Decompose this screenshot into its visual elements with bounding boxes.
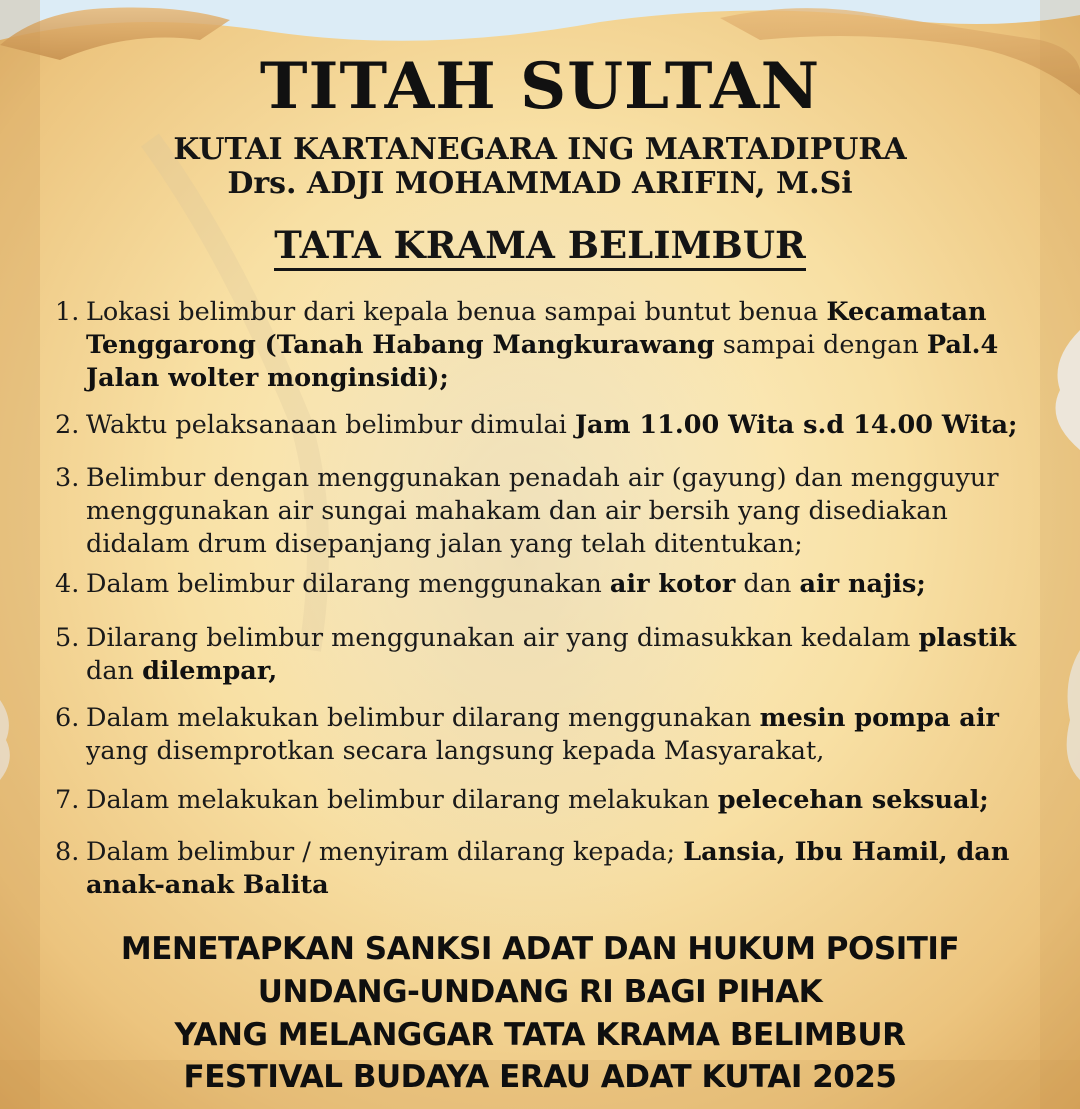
rule-number: 6. bbox=[55, 703, 80, 733]
section-heading-text: TATA KRAMA BELIMBUR bbox=[274, 227, 806, 271]
rule-segment: dan bbox=[735, 569, 800, 599]
rule-text bbox=[86, 622, 1045, 688]
rule-number: 4. bbox=[55, 569, 80, 599]
rule-text bbox=[86, 296, 1045, 395]
rule-text bbox=[86, 568, 1045, 601]
rule-segment: Dalam belimbur dilarang menggunakan bbox=[86, 569, 610, 599]
decree-sultan-name: Drs. ADJI MOHAMMAD ARIFIN, M.Si bbox=[227, 166, 853, 201]
rule-text bbox=[86, 784, 1045, 817]
rule-segment: Belimbur dengan menggunakan penadah air (gayung) dan mengguyur menggunakan air sungai mahakam dan air bersih yang disediakan didalam drum disepanjang jalan yang telah ditentukan; bbox=[86, 463, 999, 559]
rule-number: 3. bbox=[55, 463, 80, 493]
rule-text bbox=[86, 836, 1045, 902]
rule-item bbox=[55, 702, 1045, 768]
rule-segment: yang disemprotkan secara langsung kepada Masyarakat, bbox=[86, 736, 825, 766]
rule-segment: sampai dengan bbox=[714, 330, 927, 360]
rule-segment: dan bbox=[86, 656, 143, 686]
rule-emphasis: Jam 11.00 Wita s.d 14.00 Wita; bbox=[574, 410, 1018, 440]
rule-emphasis: Lansia, Ibu Hamil, dan anak-anak Balita bbox=[86, 837, 1010, 900]
rule-item bbox=[55, 462, 1045, 561]
rule-number: 1. bbox=[55, 297, 80, 327]
rule-item bbox=[55, 409, 1045, 442]
rule-item bbox=[55, 568, 1045, 601]
footer-line-1: MENETAPKAN SANKSI ADAT DAN HUKUM POSITIF bbox=[120, 931, 960, 967]
footer-line-3: YANG MELANGGAR TATA KRAMA BELIMBUR bbox=[174, 1017, 906, 1053]
rule-emphasis: Pal.4 Jalan wolter monginsidi); bbox=[86, 330, 999, 393]
rule-emphasis: Kecamatan Tenggarong (Tanah Habang Mangkurawang bbox=[86, 297, 987, 360]
rule-item bbox=[55, 836, 1045, 902]
rule-emphasis: pelecehan seksual; bbox=[717, 785, 989, 815]
rule-emphasis: plastik bbox=[918, 623, 1017, 653]
rule-item bbox=[55, 784, 1045, 817]
rule-emphasis: air kotor bbox=[609, 569, 736, 599]
rule-number: 8. bbox=[55, 837, 80, 867]
rule-text bbox=[86, 702, 1045, 768]
rule-text bbox=[86, 409, 1045, 442]
rule-segment: Dalam melakukan belimbur dilarang menggunakan bbox=[86, 703, 760, 733]
footer-line-2: UNDANG-UNDANG RI BAGI PIHAK bbox=[257, 974, 823, 1010]
footer-line-4: FESTIVAL BUDAYA ERAU ADAT KUTAI 2025 bbox=[183, 1059, 897, 1095]
decree-title: TITAH SULTAN bbox=[259, 49, 821, 124]
rule-emphasis: dilempar, bbox=[142, 656, 278, 686]
rule-emphasis: air najis; bbox=[799, 569, 926, 599]
rule-emphasis: mesin pompa air bbox=[759, 703, 999, 733]
rule-text bbox=[86, 462, 1045, 561]
rule-segment: Lokasi belimbur dari kepala benua sampai buntut benua bbox=[86, 297, 827, 327]
rule-number: 2. bbox=[55, 410, 80, 440]
rule-segment: Dalam melakukan belimbur dilarang melakukan bbox=[86, 785, 718, 815]
section-heading bbox=[0, 223, 1080, 271]
rule-item bbox=[55, 622, 1045, 688]
rule-segment: Waktu pelaksanaan belimbur dimulai bbox=[86, 410, 575, 440]
decree-issuer: KUTAI KARTANEGARA ING MARTADIPURA bbox=[173, 132, 907, 167]
rule-item bbox=[55, 296, 1045, 395]
rule-segment: Dalam belimbur / menyiram dilarang kepada; bbox=[86, 837, 684, 867]
rule-number: 5. bbox=[55, 623, 80, 653]
rule-segment: Dilarang belimbur menggunakan air yang dimasukkan kedalam bbox=[86, 623, 919, 653]
rule-number: 7. bbox=[55, 785, 80, 815]
